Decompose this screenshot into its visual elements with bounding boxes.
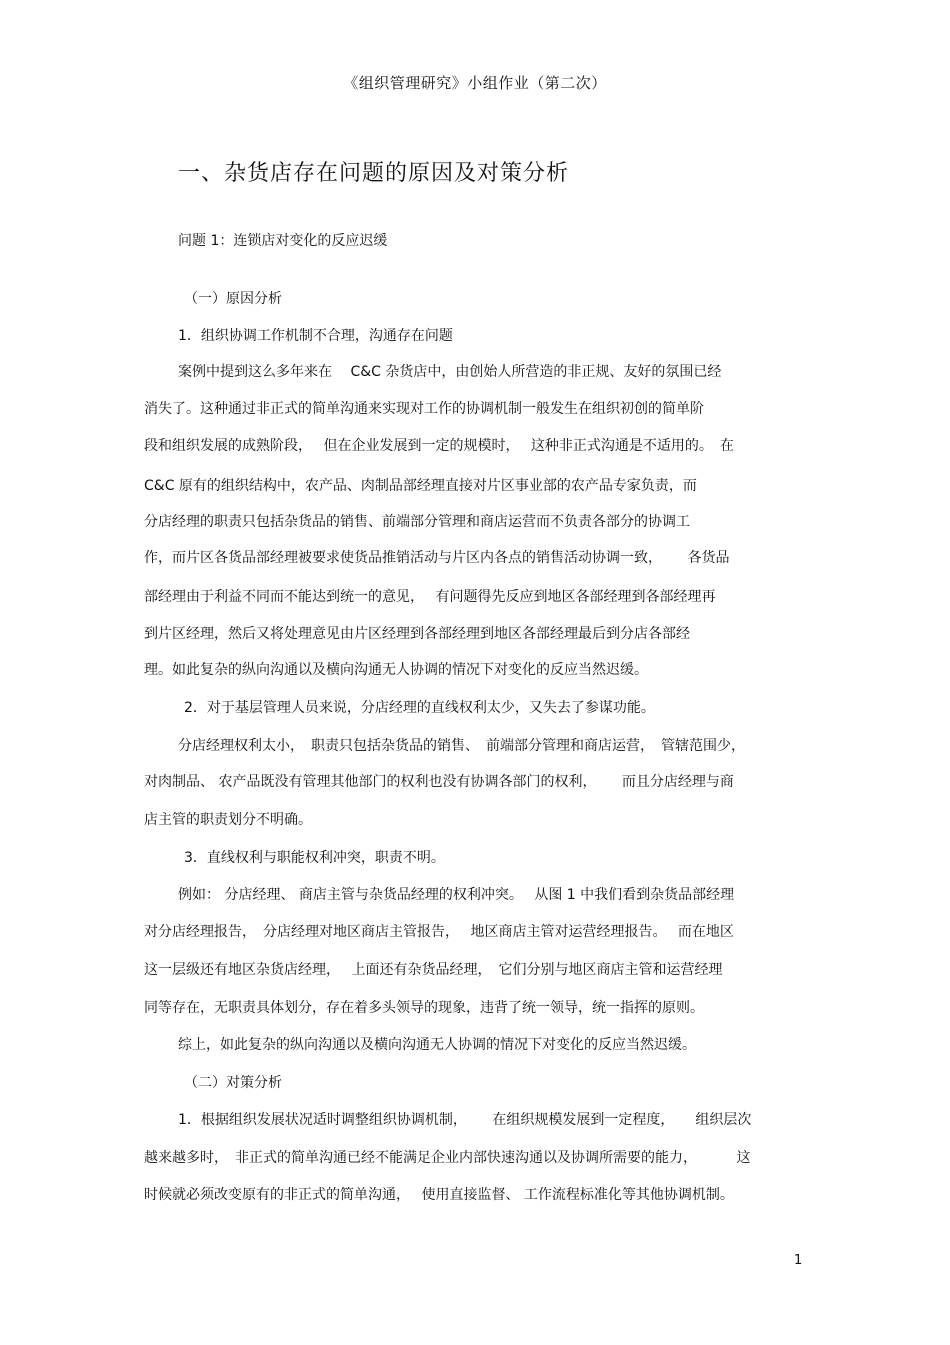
paragraph-line: 同等存在，无职责具体划分，存在着多头领导的现象，违背了统一领导，统一指挥的原则。 (144, 1000, 704, 1016)
paragraph-line: 部经理由于利益不同而不能达到统一的意见， 有问题得先反应到地区各部经理到各部经理再 (144, 589, 716, 605)
paragraph-line: 到片区经理，然后又将处理意见由片区经理到各部经理到地区各部经理最后到分店各部经 (144, 626, 690, 642)
page-number: 1 (794, 1253, 803, 1268)
summary-line: 综上，如此复杂的纵向沟通以及横向沟通无人协调的情况下对变化的反应当然迟缓。 (178, 1037, 696, 1053)
paragraph-line: 1．根据组织发展状况适时调整组织协调机制， 在组织规模发展到一定程度， 组织层次 (178, 1112, 752, 1128)
paragraph-line: 对肉制品、 农产品既没有管理其他部门的权利也没有协调各部门的权利， 而且分店经理与商 (144, 774, 734, 790)
document-title: 《组织管理研究》小组作业（第二次） (343, 74, 607, 92)
item2-title: 2．对于基层管理人员来说，分店经理的直线权利太少，又失去了参谋功能。 (184, 700, 655, 716)
countermeasure-heading: （二）对策分析 (184, 1075, 282, 1091)
paragraph-line: 时候就必须改变原有的非正式的简单沟通， 使用直接监督、 工作流程标准化等其他协调机制。 (144, 1187, 734, 1203)
paragraph-line: 理。如此复杂的纵向沟通以及横向沟通无人协调的情况下对变化的反应当然迟缓。 (144, 662, 648, 678)
paragraph-line: 案例中提到这么多年来在 C&C 杂货店中，由创始人所营造的非正规、友好的氛围已经 (178, 364, 722, 380)
problem-title: 问题 1：连锁店对变化的反应迟缓 (178, 233, 388, 249)
paragraph-line: 作，而片区各货品部经理被要求使货品推销活动与片区内各点的销售活动协调一致， 各货品 (144, 550, 730, 566)
paragraph-line: 例如： 分店经理、 商店主管与杂货品经理的权利冲突。 从图 1 中我们看到杂货品部经理 (178, 887, 735, 903)
section-heading: 一、杂货店存在问题的原因及对策分析 (178, 161, 570, 186)
paragraph-line: 这一层级还有地区杂货店经理， 上面还有杂货品经理， 它们分别与地区商店主管和运营经理 (144, 962, 723, 978)
paragraph-line: 店主管的职责划分不明确。 (144, 812, 312, 828)
paragraph-line: 消失了。这种通过非正式的简单沟通来实现对工作的协调机制一般发生在组织初创的简单阶 (144, 401, 704, 417)
paragraph-line: 分店经理的职责只包括杂货品的销售、前端部分管理和商店运营而不负责各部分的协调工 (144, 514, 690, 530)
paragraph-line: 对分店经理报告， 分店经理对地区商店主管报告， 地区商店主管对运营经理报告。 而在地区 (144, 924, 734, 940)
paragraph-line: C&C 原有的组织结构中，农产品、肉制品部经理直接对片区事业部的农产品专家负责，而 (144, 478, 697, 494)
paragraph-line: 分店经理权利太小， 职责只包括杂货品的销售、 前端部分管理和商店运营， 管辖范围少， (178, 738, 745, 754)
paragraph-line: 越来越多时， 非正式的简单沟通已经不能满足企业内部快速沟通以及协调所需要的能力， 这 (144, 1150, 751, 1166)
cause-heading: （一）原因分析 (184, 291, 282, 307)
item1-title: 1．组织协调工作机制不合理，沟通存在问题 (178, 328, 453, 344)
item3-title: 3．直线权利与职能权利冲突，职责不明。 (184, 850, 445, 866)
paragraph-line: 段和组织发展的成熟阶段， 但在企业发展到一定的规模时， 这种非正式沟通是不适用的。 在 (144, 438, 734, 454)
